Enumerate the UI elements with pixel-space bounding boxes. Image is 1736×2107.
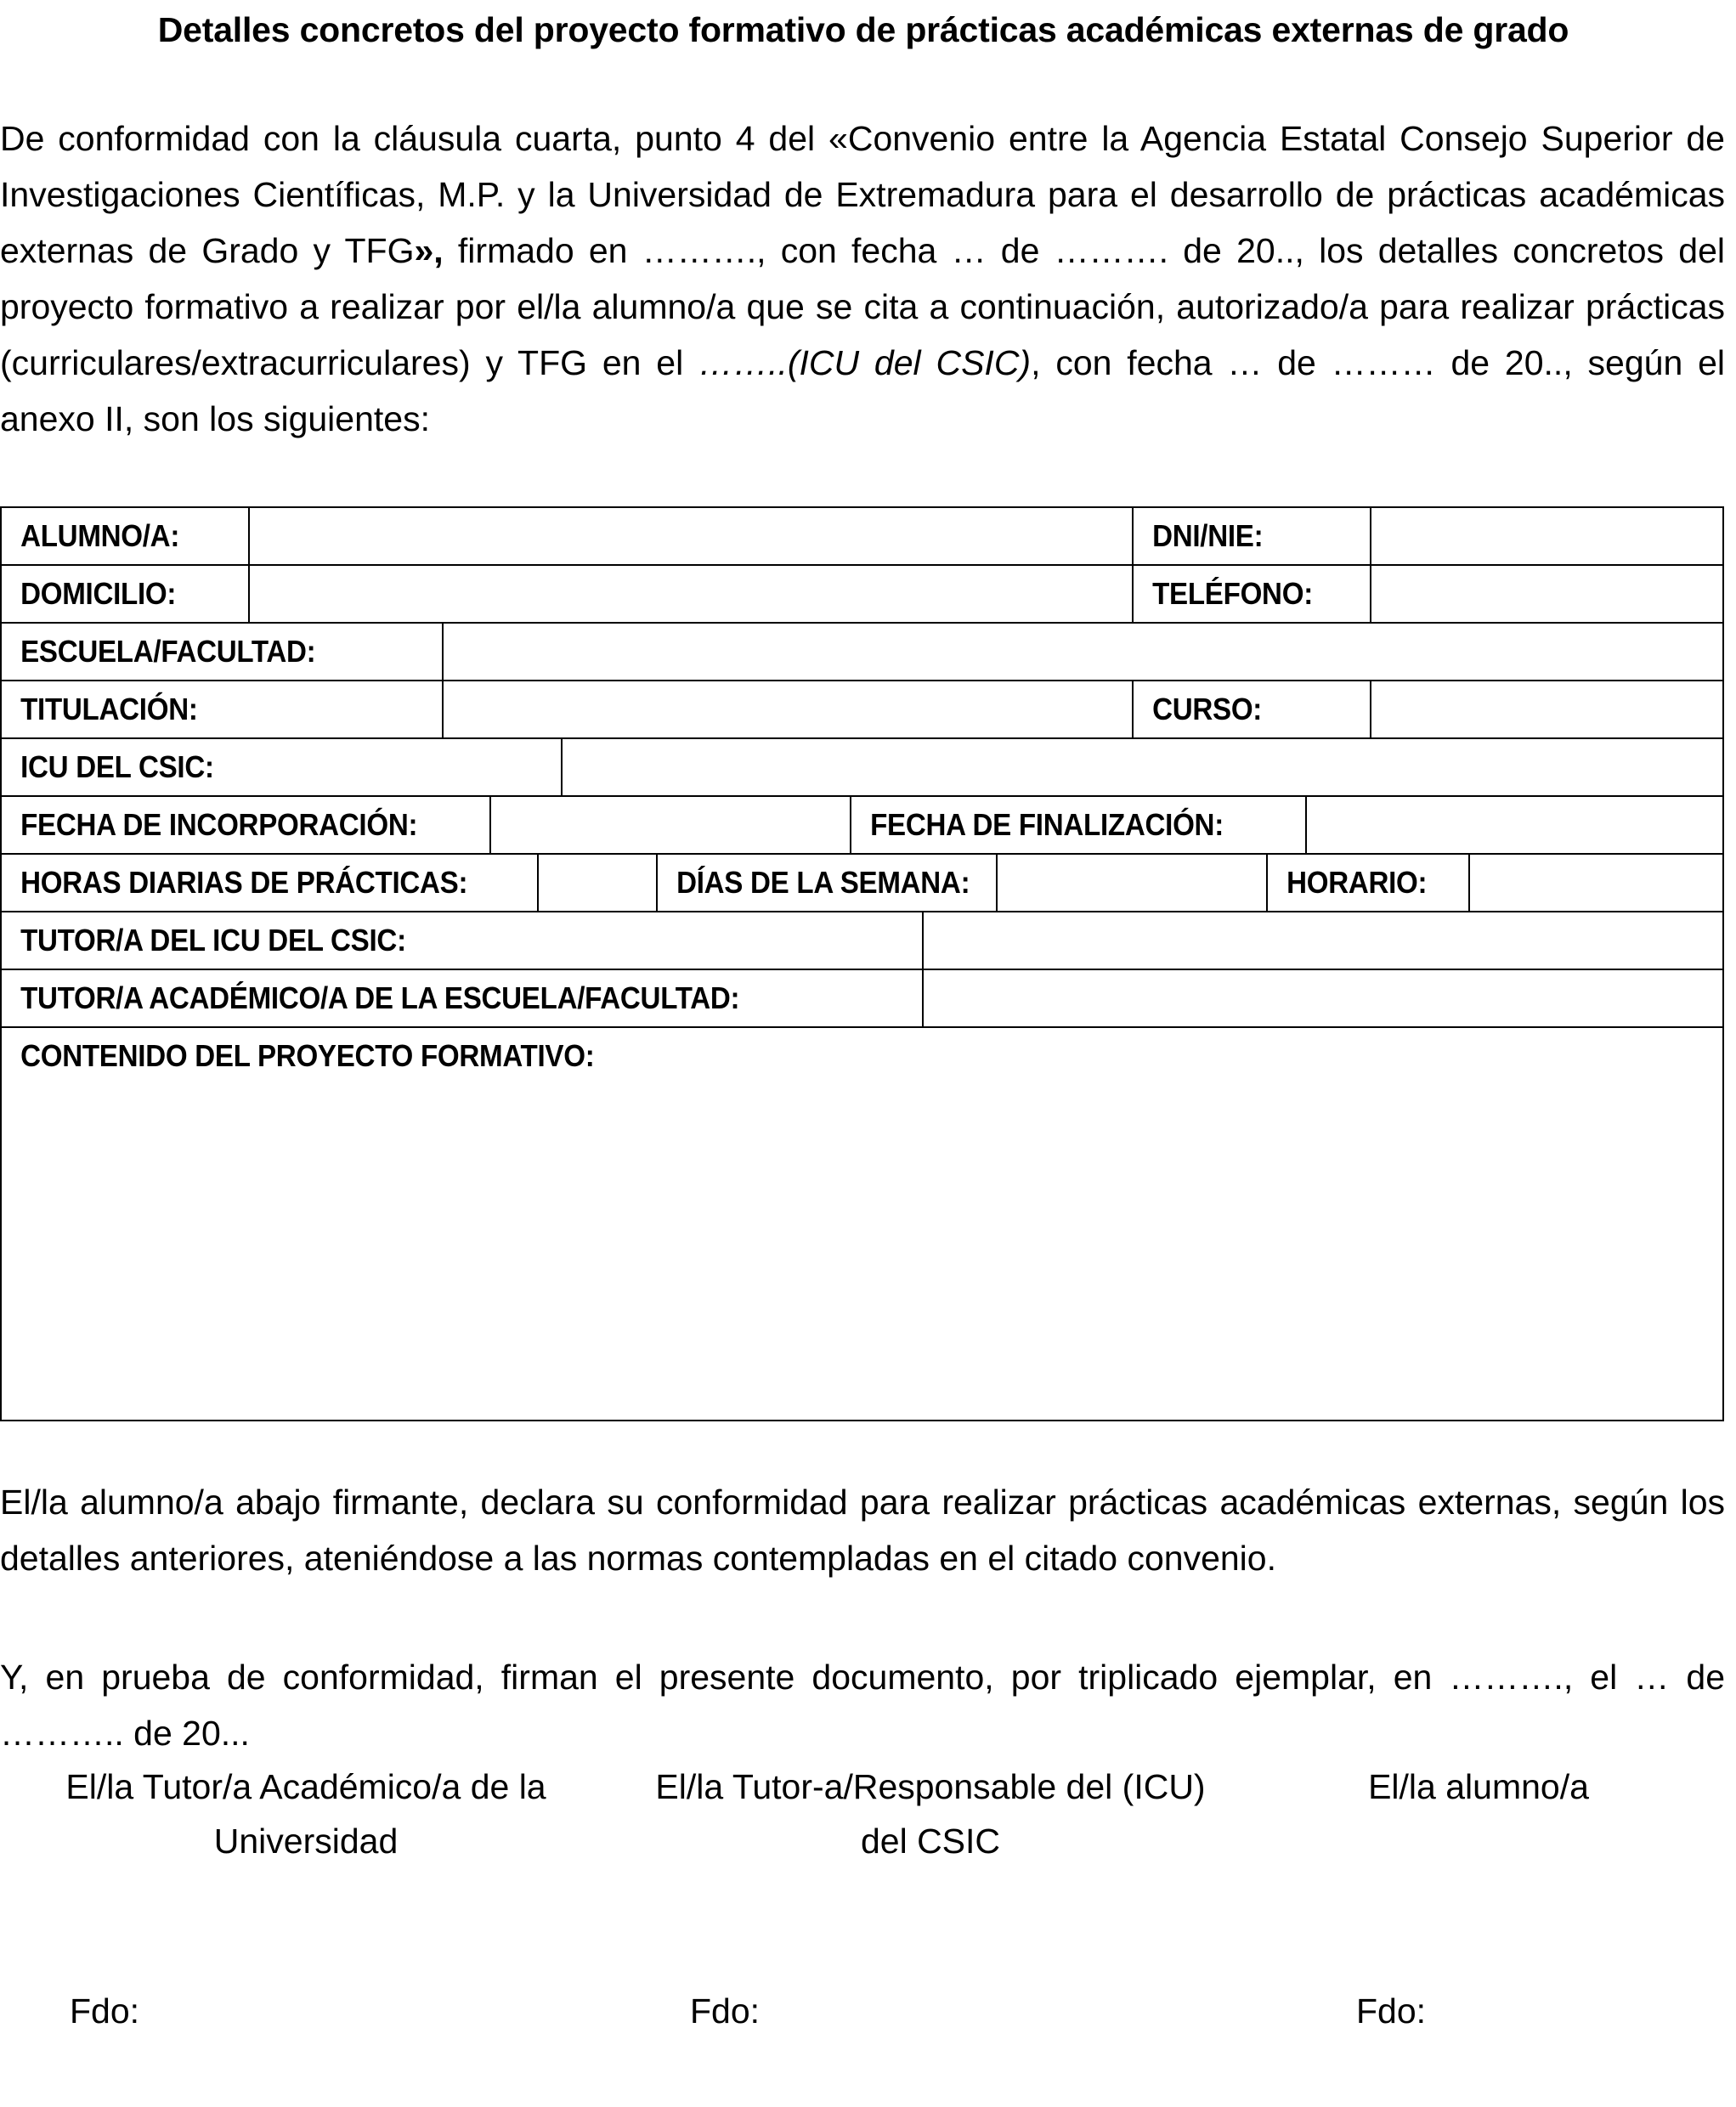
signature-student: [1326, 1760, 1631, 1814]
signature-academic-line2: Universidad: [213, 1822, 399, 1861]
field-alumno[interactable]: [248, 508, 1132, 564]
label-fecha-finalizacion: FECHA DE FINALIZACIÓN:: [870, 807, 1224, 842]
label-telefono: TELÉFONO:: [1152, 576, 1313, 611]
field-tutor-icu[interactable]: [922, 912, 1722, 969]
field-icu[interactable]: [561, 739, 1722, 795]
field-dias-semana[interactable]: [996, 855, 1266, 911]
form-row-tutor-academico: [2, 970, 1722, 1028]
label-domicilio: DOMICILIO:: [20, 576, 177, 611]
signature-csic-line2: del CSIC: [860, 1822, 1001, 1861]
field-escuela[interactable]: [442, 624, 1722, 680]
label-dias-semana: DÍAS DE LA SEMANA:: [676, 865, 970, 900]
intro-part3: , con fecha … de ……… de 20.., según el anexo II, son los siguientes:: [0, 343, 1725, 438]
internship-form-table: [0, 506, 1724, 1421]
label-horario: HORARIO:: [1286, 865, 1428, 900]
form-row-tutor-icu: [2, 912, 1722, 970]
signature-academic-line1: El/la Tutor/a Académico/a de la: [65, 1767, 546, 1806]
fdo-student: Fdo:: [1356, 1991, 1427, 2031]
fdo-csic-tutor: Fdo:: [690, 1991, 761, 2031]
form-row-domicilio: [2, 566, 1722, 624]
intro-icu-placeholder: ……..(ICU del CSIC): [698, 343, 1032, 382]
form-row-escuela: [2, 624, 1722, 681]
field-fecha-finalizacion[interactable]: [1305, 797, 1722, 853]
declaration-paragraph: El/la alumno/a abajo firmante, declara su conformidad para realizar prácticas académicas externas, según los detalles anteriores, ateniéndose a las normas contempladas en el citado convenio.: [0, 1483, 1725, 1578]
label-tutor-academico: TUTOR/A ACADÉMICO/A DE LA ESCUELA/FACULTAD:: [20, 980, 740, 1015]
form-row-icu: [2, 739, 1722, 797]
label-escuela: ESCUELA/FACULTAD:: [20, 634, 316, 669]
conformity-paragraph: Y, en prueba de conformidad, firman el presente documento, por triplicado ejemplar, en ………., el … de ……….. de 20...: [0, 1658, 1725, 1753]
document-title: Detalles concretos del proyecto formativo de prácticas académicas externas de grado: [157, 10, 1569, 49]
form-row-alumno: [2, 508, 1722, 566]
signature-csic-tutor: [642, 1760, 1219, 1868]
field-horas-diarias[interactable]: [537, 855, 656, 911]
form-row-horario: [2, 855, 1722, 912]
label-contenido: CONTENIDO DEL PROYECTO FORMATIVO:: [20, 1038, 595, 1073]
field-titulacion[interactable]: [442, 681, 1132, 737]
label-tutor-icu: TUTOR/A DEL ICU DEL CSIC:: [20, 923, 406, 957]
label-dni: DNI/NIE:: [1152, 518, 1264, 553]
intro-part1: De conformidad con la cláusula cuarta, punto 4 del «Convenio entre la Agencia Estatal Consejo Superior de Investigaciones Científicas, M.P. y la Universidad de Extremadura para el desarrollo de prácticas académicas externas de Grado y TFG: [0, 119, 1725, 270]
form-row-titulacion: [2, 681, 1722, 739]
field-contenido-proyecto[interactable]: [2, 1028, 1722, 1420]
form-row-fechas: [2, 797, 1722, 855]
intro-closing-quote: »,: [414, 231, 444, 270]
label-alumno: ALUMNO/A:: [20, 518, 180, 553]
field-dni[interactable]: [1370, 508, 1722, 564]
signature-student-label: El/la alumno/a: [1368, 1767, 1589, 1806]
label-fecha-incorporacion: FECHA DE INCORPORACIÓN:: [20, 807, 418, 842]
fdo-academic-tutor: Fdo:: [70, 1991, 140, 2031]
field-domicilio[interactable]: [248, 566, 1132, 622]
intro-part2: firmado en ………., con fecha … de ………. de 20.., los detalles concretos del proyecto formativo a realizar por el/la alumno/a que se cita a continuación, autorizado/a para realizar prácticas (curriculares/extracurriculares) y TFG en el: [0, 231, 1725, 382]
intro-paragraph: [0, 110, 1725, 447]
label-curso: CURSO:: [1152, 692, 1263, 726]
field-telefono[interactable]: [1370, 566, 1722, 622]
signature-csic-line1: El/la Tutor-a/Responsable del (ICU): [655, 1767, 1206, 1806]
label-icu: ICU DEL CSIC:: [20, 749, 214, 784]
field-fecha-incorporacion[interactable]: [489, 797, 850, 853]
label-horas-diarias: HORAS DIARIAS DE PRÁCTICAS:: [20, 865, 468, 900]
signature-academic-tutor: [51, 1760, 561, 1868]
field-curso[interactable]: [1370, 681, 1722, 737]
label-titulacion: TITULACIÓN:: [20, 692, 198, 726]
field-horario[interactable]: [1468, 855, 1722, 911]
field-tutor-academico[interactable]: [922, 970, 1722, 1026]
